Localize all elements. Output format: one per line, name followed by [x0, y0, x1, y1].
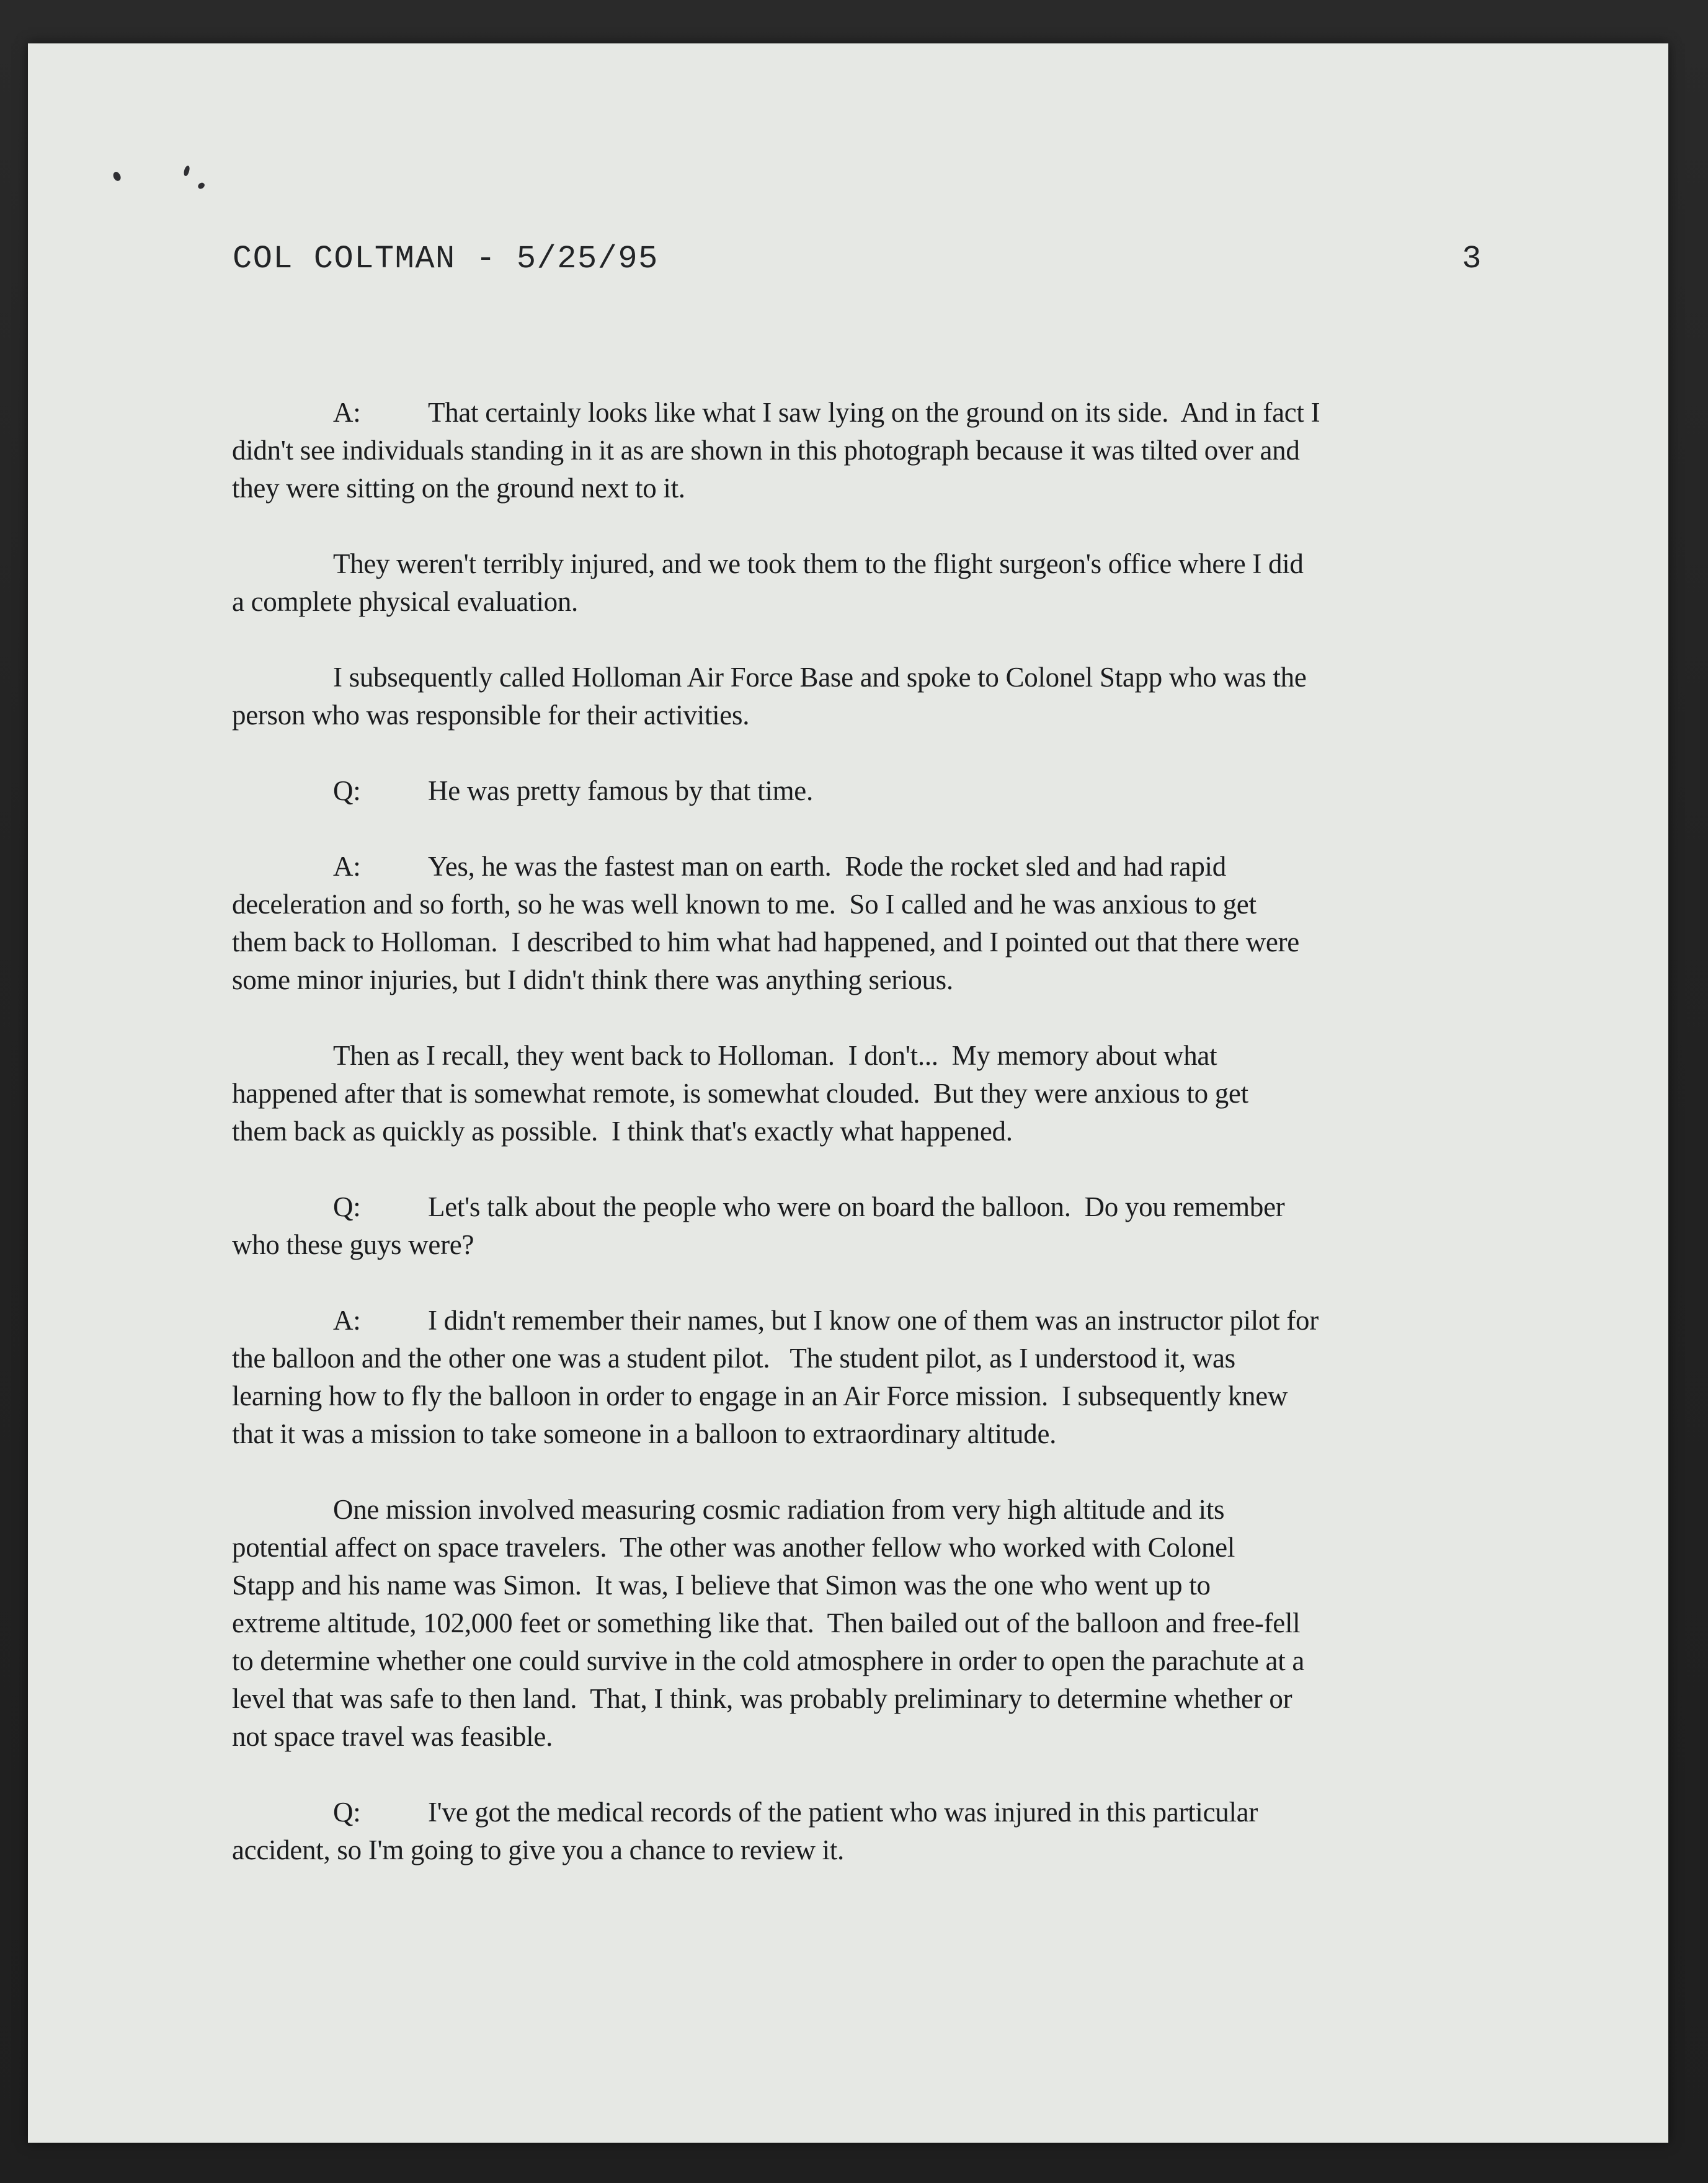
line-text: I subsequently called Holloman Air Force Base and spoke to Colonel Stapp who was the — [333, 662, 1307, 693]
line-text: Let's talk about the people who were on board the balloon. Do you remember — [428, 1191, 1285, 1222]
line-text: That certainly looks like what I saw lying on the ground on its side. And in fact I — [428, 397, 1320, 428]
line-text: deceleration and so forth, so he was well known to me. So I called and he was anxious to get — [232, 889, 1257, 920]
line-text: One mission involved measuring cosmic radiation from very high altitude and its — [333, 1494, 1225, 1525]
line-text: accident, so I'm going to give you a chance to review it. — [232, 1834, 844, 1865]
paragraph-line — [232, 1604, 1526, 1642]
speaker-label: A: — [333, 851, 361, 882]
page-header — [28, 241, 1668, 277]
paragraph-first-line — [232, 659, 1526, 696]
paragraph-line — [232, 1075, 1526, 1113]
line-text: some minor injuries, but I didn't think there was anything serious. — [232, 964, 953, 995]
ink-speck — [112, 171, 123, 182]
paragraph-first-line — [232, 394, 1526, 432]
paragraph-line — [232, 961, 1526, 999]
speaker-label: Q: — [333, 1797, 361, 1828]
line-text: to determine whether one could survive in the cold atmosphere in order to open the parachute at a — [232, 1645, 1305, 1676]
paragraph — [232, 659, 1526, 734]
paragraph-line — [232, 1567, 1526, 1604]
line-text: extreme altitude, 102,000 feet or something like that. Then bailed out of the balloon and free-fell — [232, 1607, 1301, 1638]
paragraph-first-line — [232, 1491, 1526, 1529]
paragraph — [232, 1491, 1526, 1756]
paragraph-line — [232, 1113, 1526, 1150]
speaker-label: A: — [333, 397, 361, 428]
paragraph-line — [232, 1529, 1526, 1567]
paragraph-first-line — [232, 1037, 1526, 1075]
ink-speck — [197, 181, 206, 190]
paragraph-first-line — [232, 1188, 1526, 1226]
page-number: 3 — [1462, 241, 1482, 277]
paragraph-first-line — [232, 848, 1526, 886]
line-text: that it was a mission to take someone in a balloon to extraordinary altitude. — [232, 1418, 1057, 1449]
paragraph — [232, 848, 1526, 999]
paragraph-line — [232, 923, 1526, 961]
line-text: the balloon and the other one was a student pilot. The student pilot, as I understood it, was — [232, 1343, 1235, 1374]
paragraph-line — [232, 432, 1526, 469]
paragraph-line — [232, 1415, 1526, 1453]
line-text: not space travel was feasible. — [232, 1721, 553, 1752]
paragraph-line — [232, 1642, 1526, 1680]
line-text: potential affect on space travelers. The other was another fellow who worked with Colonel — [232, 1532, 1235, 1563]
paragraph — [232, 772, 1526, 810]
line-text: level that was safe to then land. That, I think, was probably preliminary to determine whether or — [232, 1683, 1292, 1714]
paragraph — [232, 1302, 1526, 1453]
paragraph-first-line — [232, 1794, 1526, 1831]
document-page — [28, 43, 1668, 2143]
line-text: They weren't terribly injured, and we took them to the flight surgeon's office where I did — [333, 548, 1304, 579]
line-text: Stapp and his name was Simon. It was, I believe that Simon was the one who went up to — [232, 1570, 1211, 1601]
paragraph-line — [232, 1831, 1526, 1869]
paragraph-first-line — [232, 1302, 1526, 1340]
paragraph-line — [232, 1718, 1526, 1756]
line-text: a complete physical evaluation. — [232, 586, 578, 617]
line-text: I didn't remember their names, but I know one of them was an instructor pilot for — [428, 1305, 1319, 1336]
paragraph-line — [232, 1340, 1526, 1377]
paragraph-line — [232, 1377, 1526, 1415]
paragraph-line — [232, 1226, 1526, 1264]
line-text: learning how to fly the balloon in order to engage in an Air Force mission. I subsequently knew — [232, 1380, 1288, 1412]
paragraph — [232, 394, 1526, 507]
line-text: Then as I recall, they went back to Holloman. I don't... My memory about what — [333, 1040, 1217, 1071]
speaker-label: A: — [333, 1305, 361, 1336]
ink-speck — [183, 165, 190, 176]
line-text: Yes, he was the fastest man on earth. Rode the rocket sled and had rapid — [428, 851, 1226, 882]
header-title: COL COLTMAN - 5/25/95 — [233, 241, 659, 277]
line-text: them back to Holloman. I described to him what had happened, and I pointed out that there were — [232, 927, 1299, 958]
paragraph-first-line — [232, 545, 1526, 583]
paragraph-line — [232, 583, 1526, 621]
line-text: person who was responsible for their activities. — [232, 700, 750, 731]
paragraph-line — [232, 469, 1526, 507]
paragraph — [232, 1188, 1526, 1264]
speaker-label: Q: — [333, 1191, 361, 1222]
paragraph — [232, 545, 1526, 621]
line-text: who these guys were? — [232, 1229, 474, 1260]
line-text: I've got the medical records of the patient who was injured in this particular — [428, 1797, 1258, 1828]
line-text: happened after that is somewhat remote, is somewhat clouded. But they were anxious to get — [232, 1078, 1248, 1109]
line-text: didn't see individuals standing in it as are shown in this photograph because it was tilted over and — [232, 435, 1300, 466]
line-text: them back as quickly as possible. I think that's exactly what happened. — [232, 1116, 1013, 1147]
paragraph-line — [232, 1680, 1526, 1718]
speaker-label: Q: — [333, 775, 361, 806]
paragraph — [232, 1037, 1526, 1150]
paragraph-line — [232, 696, 1526, 734]
line-text: they were sitting on the ground next to it. — [232, 473, 685, 504]
line-text: He was pretty famous by that time. — [428, 775, 813, 806]
paragraph-line — [232, 886, 1526, 923]
transcript-body — [28, 394, 1668, 1869]
paragraph — [232, 1794, 1526, 1869]
paragraph-first-line — [232, 772, 1526, 810]
